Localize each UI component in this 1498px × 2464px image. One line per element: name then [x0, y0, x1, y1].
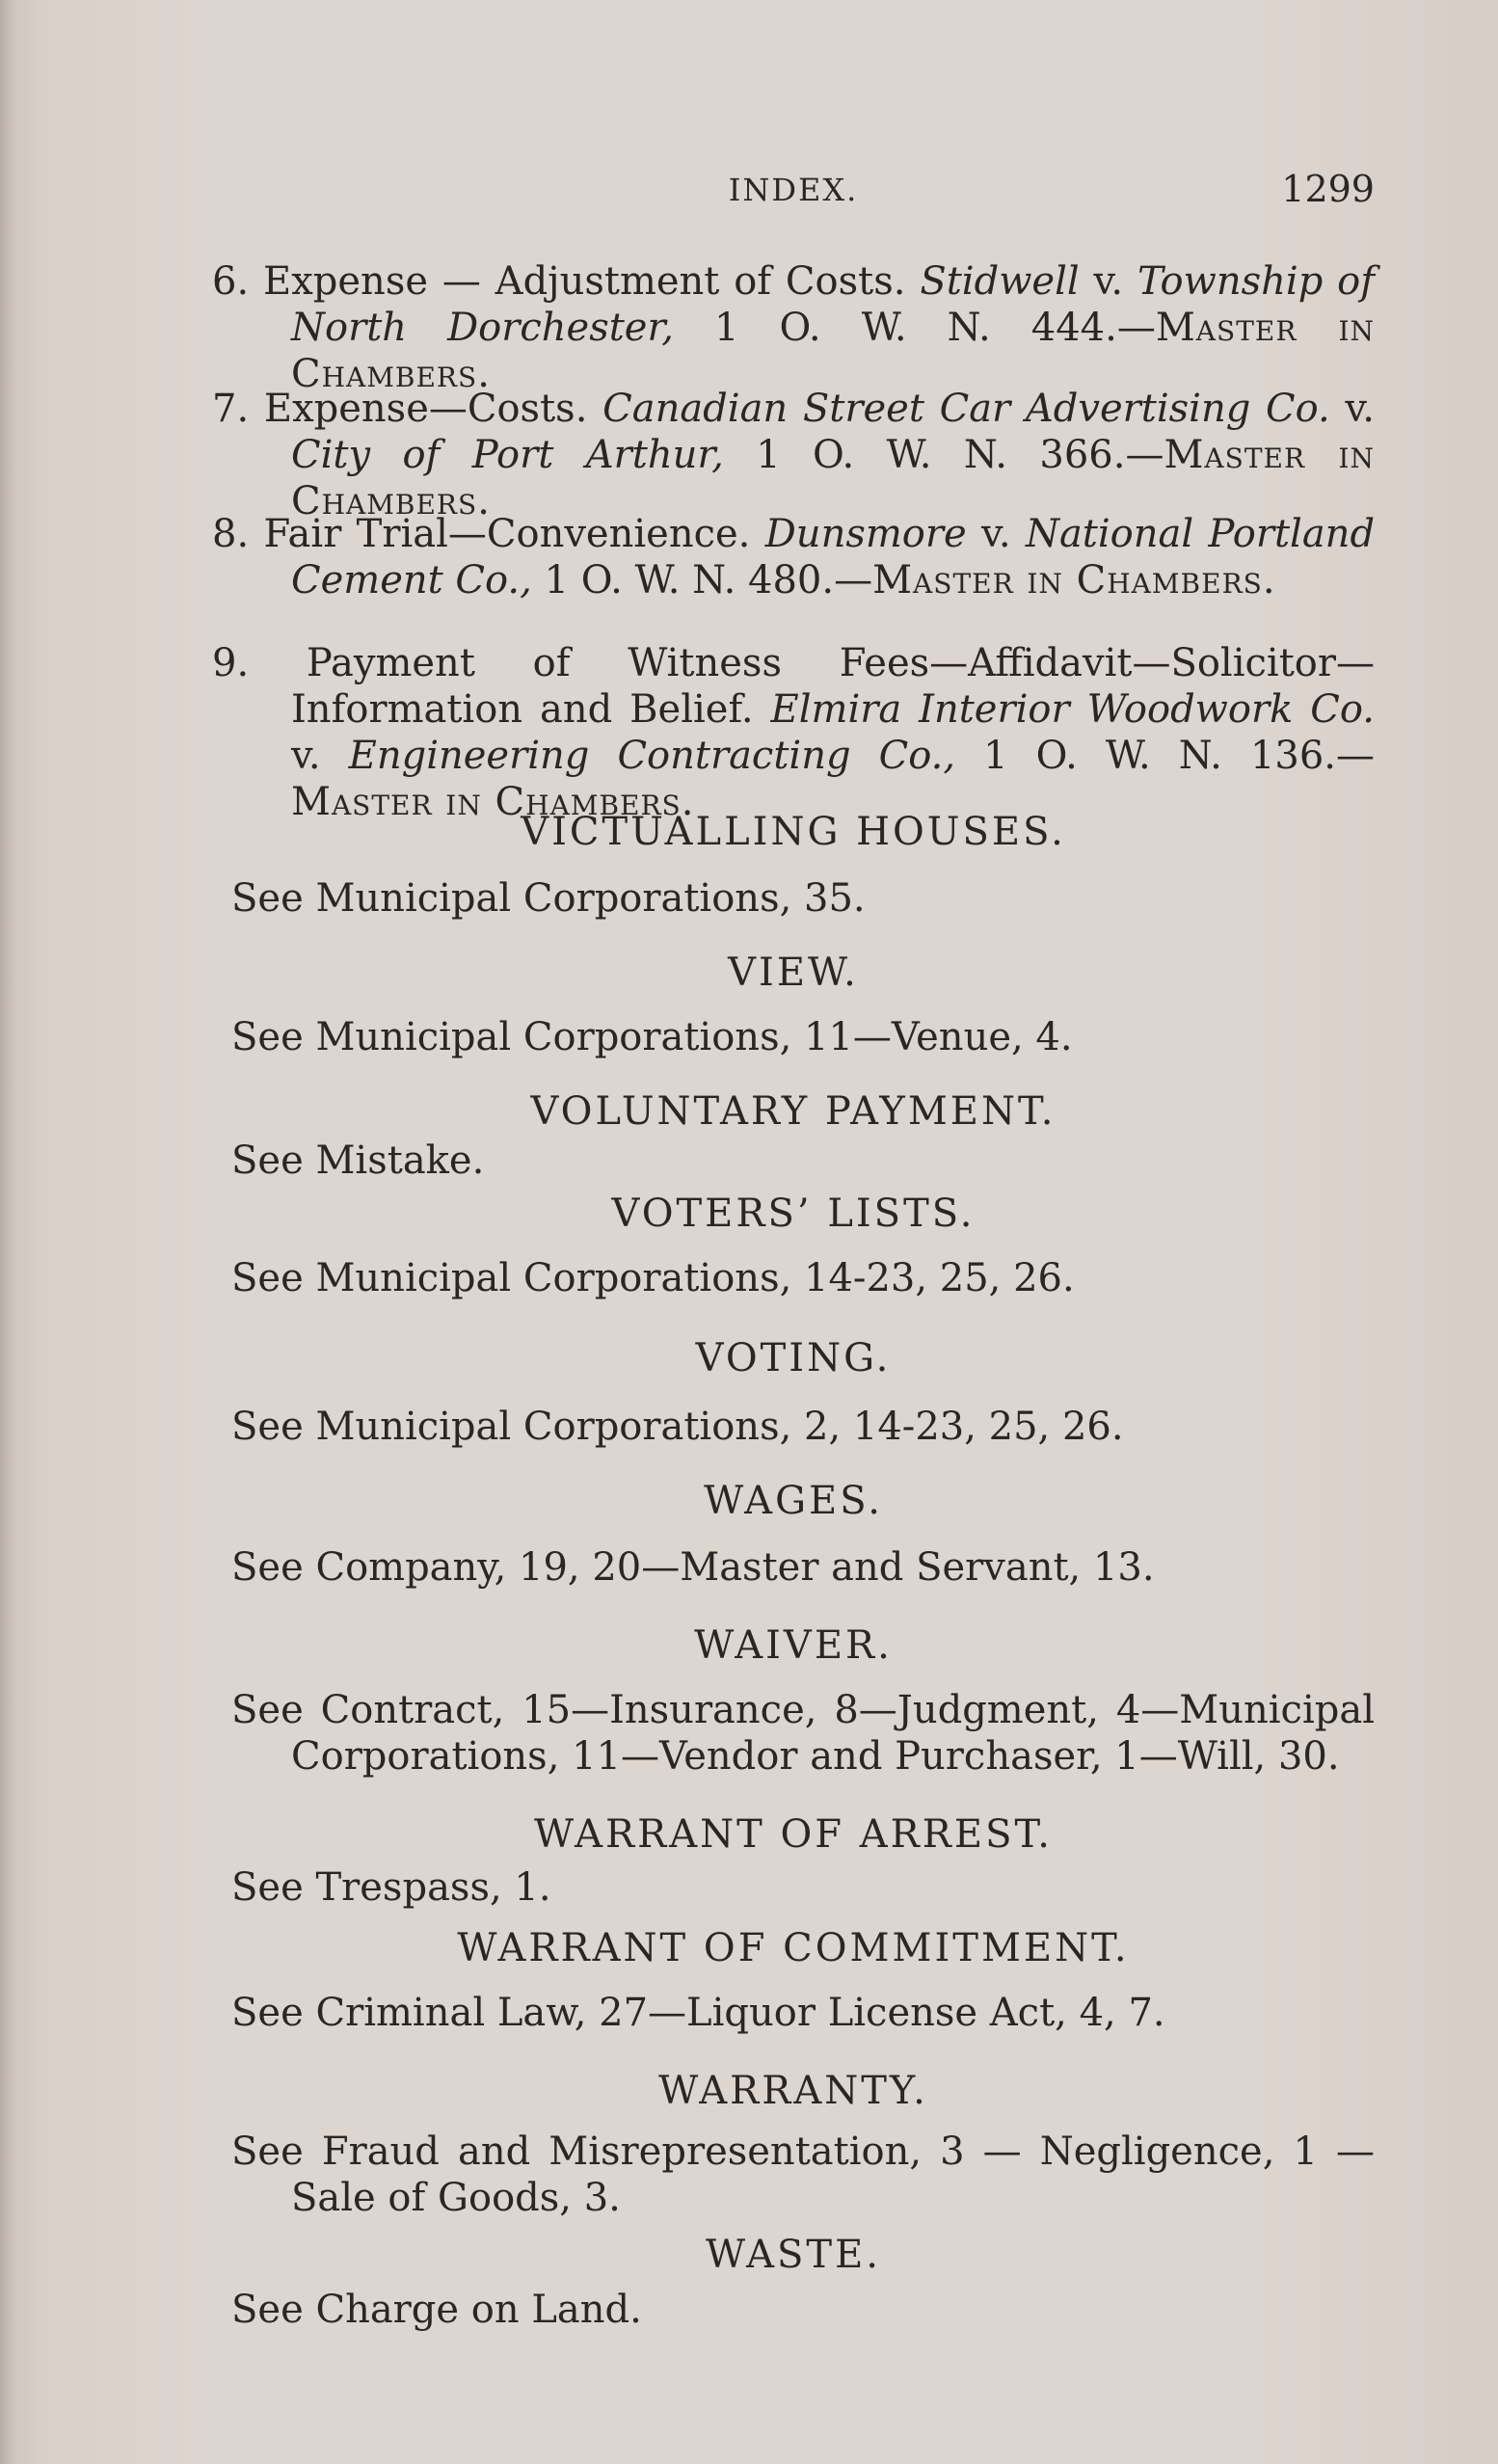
index-entry-9	[212, 640, 1375, 825]
see-reference: See Municipal Corporations, 14-23, 25, 26.	[231, 1256, 1075, 1300]
see-reference: See Trespass, 1.	[231, 1865, 551, 1910]
case-party-b: City of Port Arthur,	[291, 433, 724, 477]
section-heading-voters-lists: VOTERS’ LISTS.	[611, 1192, 976, 1236]
case-versus: v.	[291, 734, 321, 778]
entry-topic: Expense—Costs.	[263, 387, 588, 431]
entry-number: 6.	[212, 259, 250, 304]
case-party-b: Engineering Contracting Co.,	[348, 734, 956, 778]
see-reference: See Company, 19, 20—Master and Servant, 13.	[231, 1545, 1155, 1590]
entry-number: 7.	[212, 387, 250, 431]
see-reference: See Mistake.	[231, 1138, 485, 1183]
section-heading-warrant-of-arrest: WARRANT OF ARREST.	[533, 1812, 1054, 1857]
entry-number: 9.	[212, 641, 250, 685]
page-number: 1299	[1281, 168, 1375, 210]
case-party-b: Township of North Dorchester,	[291, 259, 1376, 350]
court-name: Master in Chambers.	[291, 433, 1375, 523]
court-name: Master in Chambers.	[291, 306, 1376, 396]
entry-topic: Payment of Witness Fees—Affidavit—Solicitor—Information and Belief.	[291, 641, 1375, 732]
see-reference: See Fraud and Misrepresentation, 3 — Negligence, 1 — Sale of Goods, 3.	[231, 2129, 1375, 2220]
page-gutter	[0, 0, 13, 2464]
section-heading-waiver: WAIVER.	[694, 1623, 893, 1668]
see-reference: See Contract, 15—Insurance, 8—Judgment, 4—Municipal Corporations, 11—Vendor and Purchaser, 1—Will, 30.	[231, 1688, 1375, 1779]
section-heading-view: VIEW.	[728, 951, 859, 995]
index-entry-6	[212, 258, 1375, 397]
case-party-b: National Portland Cement Co.,	[291, 512, 1376, 603]
section-heading-voting: VOTING.	[695, 1336, 892, 1380]
entry-topic: Expense — Adjustment of Costs.	[263, 259, 906, 304]
case-party-a: Dunsmore	[764, 512, 967, 556]
entry-topic: Fair Trial—Convenience.	[263, 512, 751, 556]
case-party-a: Canadian Street Car Advertising Co.	[602, 387, 1330, 431]
section-heading-warrant-of-commitment: WARRANT OF COMMITMENT.	[457, 1926, 1130, 1970]
section-heading-warranty: WARRANTY.	[658, 2069, 928, 2113]
court-name: Master in Chambers.	[291, 780, 695, 824]
case-citation: 1 O. W. N. 366.—	[756, 433, 1164, 477]
section-heading-waste: WASTE.	[705, 2233, 881, 2277]
case-versus: v.	[981, 512, 1011, 556]
entry-number: 8.	[212, 512, 250, 556]
see-reference: See Criminal Law, 27—Liquor License Act, 4, 7.	[231, 1991, 1165, 2035]
page-header	[212, 168, 1375, 220]
see-reference: See Municipal Corporations, 2, 14-23, 25, 26.	[231, 1405, 1124, 1449]
case-citation: 1 O. W. N. 444.—	[713, 306, 1156, 350]
court-name: Master in Chambers.	[872, 558, 1276, 603]
case-citation: 1 O. W. N. 480.—	[544, 558, 873, 603]
case-citation: 1 O. W. N. 136.—	[983, 734, 1376, 778]
see-reference: See Municipal Corporations, 11—Venue, 4.	[231, 1015, 1073, 1059]
running-head: INDEX.	[728, 172, 859, 208]
see-reference: See Municipal Corporations, 35.	[231, 876, 866, 921]
case-party-a: Stidwell	[920, 259, 1080, 304]
index-entry-7	[212, 386, 1375, 524]
case-party-a: Elmira Interior Woodwork Co.	[770, 687, 1376, 732]
see-reference: See Charge on Land.	[231, 2288, 642, 2332]
section-heading-wages: WAGES.	[704, 1479, 883, 1523]
index-entry-8	[212, 511, 1375, 603]
case-versus: v.	[1345, 387, 1375, 431]
section-heading-victualling-houses: VICTUALLING HOUSES.	[521, 810, 1066, 854]
section-heading-voluntary-payment: VOLUNTARY PAYMENT.	[530, 1089, 1057, 1134]
case-versus: v.	[1093, 259, 1124, 304]
